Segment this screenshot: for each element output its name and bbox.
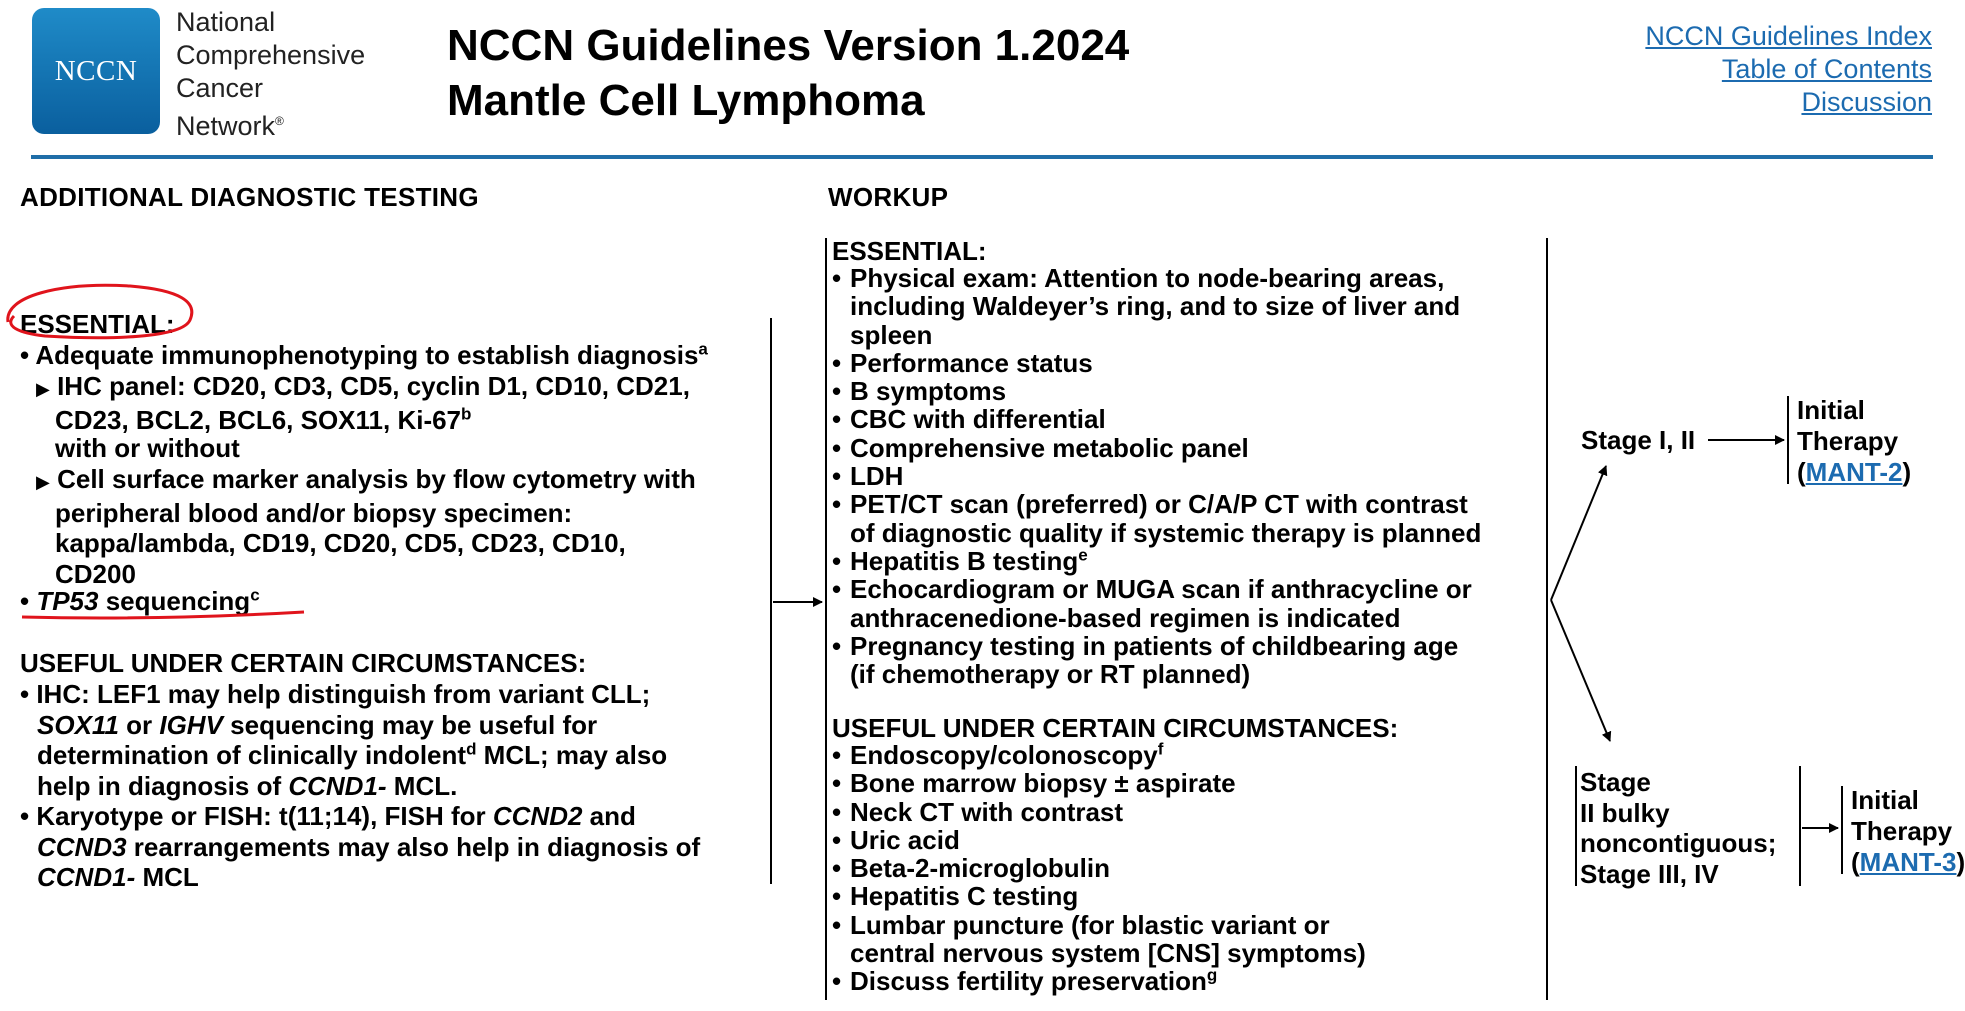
workup-list-line: • PET/CT scan (preferred) or C/A/P CT with contrast bbox=[832, 489, 1468, 520]
page-title: NCCN Guidelines Version 1.2024 Mantle Cell Lymphoma bbox=[447, 21, 1130, 125]
guidelines-index-link[interactable]: NCCN Guidelines Index bbox=[1645, 21, 1932, 51]
triangle-bullet-icon: ▶ bbox=[36, 472, 50, 492]
ihc-panel-item: ▶ IHC panel: CD20, CD3, CD5, cyclin D1, CD10, CD21, CD23, BCL2, BCL6, SOX11, Ki-67$^b$ bbox=[36, 371, 690, 435]
workup-list-line: • Pregnancy testing in patients of childbearing age bbox=[832, 630, 1459, 661]
arrow-to-stage-advanced bbox=[1551, 600, 1610, 741]
workup-list-line: anthracenedione-based regimen is indicated bbox=[850, 602, 1401, 633]
stage-advanced-label: Stage II bulky noncontiguous; Stage III, IV bbox=[1580, 767, 1777, 889]
workup-list-line: • Echocardiogram or MUGA scan if anthracycline or bbox=[832, 574, 1472, 605]
workup-list-line: • Hepatitis B testing$^e$ bbox=[832, 545, 1088, 576]
workup-heading: WORKUP bbox=[828, 182, 949, 212]
workup-list-line: spleen bbox=[850, 319, 933, 350]
workup-list-line: • Discuss fertility preservation$^g$ bbox=[832, 965, 1218, 997]
workup-list-line: • Physical exam: Attention to node-bearing areas, bbox=[832, 263, 1445, 293]
workup-list-line: • LDH bbox=[832, 461, 904, 492]
workup-list-line: • Beta-2-microglobulin bbox=[832, 853, 1111, 884]
immunophenotyping-item: • Adequate immunophenotyping to establish diagnosis$^a$ bbox=[20, 339, 708, 370]
left-useful-label: USEFUL UNDER CERTAIN CIRCUMSTANCES: bbox=[20, 648, 587, 678]
mant-3-link[interactable]: MANT-3 bbox=[1859, 847, 1957, 877]
workup-list-line: • Endoscopy/colonoscopy$^f$ bbox=[832, 739, 1164, 770]
triangle-bullet-icon: ▶ bbox=[36, 379, 50, 399]
workup-essential-label: ESSENTIAL: bbox=[832, 236, 987, 266]
stage-1-2-therapy: Initial Therapy (MANT-2) bbox=[1797, 395, 1912, 487]
workup-list-line: including Waldeyer’s ring, and to size of liver and bbox=[850, 291, 1461, 322]
flow-cytometry-item: ▶ Cell surface marker analysis by flow cytometry with peripheral blood and/or biopsy specimen: kappa/lambda, CD19, CD20, CD5, CD23, CD10, CD200 bbox=[36, 464, 696, 589]
mant-2-link[interactable]: MANT-2 bbox=[1805, 457, 1903, 487]
workup-list-line: of diagnostic quality if systemic therapy is planned bbox=[850, 517, 1482, 548]
ihc-lef1-item: • IHC: LEF1 may help distinguish from variant CLL; SOX11 or IGHV sequencing may be useful for determination of clinically indolent$^d$ MCL; may also help in diagnosis of CCND1- MCL. bbox=[20, 679, 668, 801]
logo-wordmark: National Comprehensive Cancer Network® bbox=[176, 7, 366, 141]
stage-advanced-therapy: Initial Therapy (MANT-3) bbox=[1851, 785, 1965, 877]
workup-list-line: • Comprehensive metabolic panel bbox=[832, 432, 1249, 463]
workup-list-line: • CBC with differential bbox=[832, 404, 1106, 435]
left-essential-label: ESSENTIAL: bbox=[20, 309, 175, 339]
additional-testing-heading: ADDITIONAL DIAGNOSTIC TESTING bbox=[20, 182, 479, 212]
nccn-logo: NCCN bbox=[32, 8, 160, 134]
stage-1-2-label: Stage I, II bbox=[1581, 425, 1696, 455]
tp53-item: • TP53 sequencing$^c$ bbox=[20, 585, 260, 616]
discussion-link[interactable]: Discussion bbox=[1801, 87, 1932, 117]
workup-useful-label: USEFUL UNDER CERTAIN CIRCUMSTANCES: bbox=[832, 713, 1399, 743]
arrow-to-stage-1-2 bbox=[1551, 466, 1606, 600]
workup-list-line: • B symptoms bbox=[832, 376, 1007, 407]
workup-list-line: • Performance status bbox=[832, 347, 1093, 378]
workup-list-line: • Lumbar puncture (for blastic variant or bbox=[832, 909, 1330, 940]
workup-list-line: (if chemotherapy or RT planned) bbox=[850, 659, 1251, 690]
workup-list-line: • Hepatitis C testing bbox=[832, 881, 1079, 912]
workup-list-line: • Neck CT with contrast bbox=[832, 796, 1124, 827]
workup-list-line: • Uric acid bbox=[832, 824, 960, 855]
workup-list-line: central nervous system [CNS] symptoms) bbox=[850, 938, 1366, 969]
workup-list-line: • Bone marrow biopsy ± aspirate bbox=[832, 768, 1236, 799]
with-or-without-text: with or without bbox=[55, 433, 240, 463]
red-underline-annotation bbox=[22, 612, 304, 618]
red-circle-annotation bbox=[8, 285, 192, 337]
karyotype-fish-item: • Karyotype or FISH: t(11;14), FISH for CCND2 and CCND3 rearrangements may also help in diagnosis of CCND1- MCL bbox=[20, 801, 701, 892]
table-of-contents-link[interactable]: Table of Contents bbox=[1721, 54, 1932, 84]
